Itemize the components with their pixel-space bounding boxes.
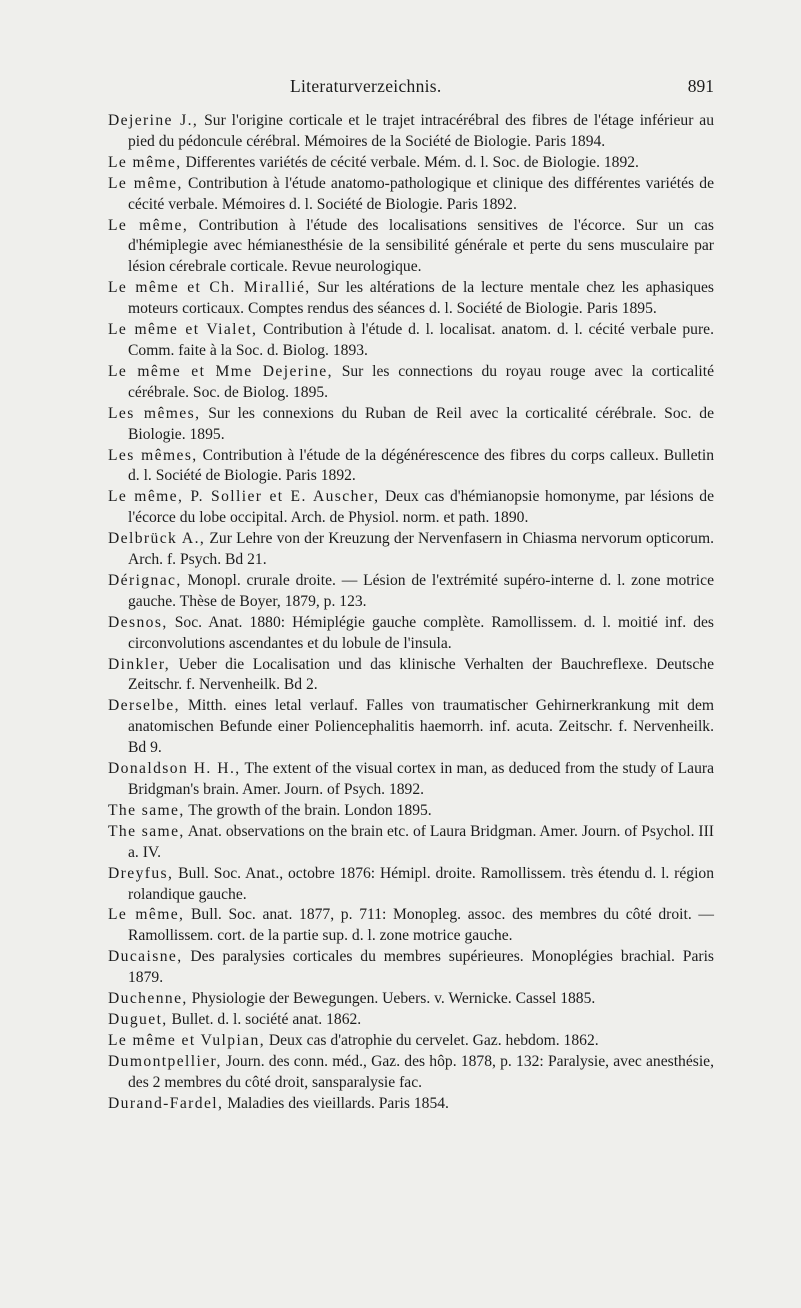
entry-author: Dejerine J.,: [108, 112, 199, 129]
entry-text: Zur Lehre von der Kreuzung der Nervenfasern in Chiasma nervorum opticorum. Arch. f. Psych. Bd 21.: [128, 530, 714, 569]
bibliography-entry: [108, 655, 714, 697]
entry-text: Sur l'origine corticale et le trajet intracérébral des fibres de l'étage inférieur au pied du pédoncule cérébral. Mémoires de la Société de Biologie. Paris 1894.: [128, 112, 714, 150]
entry-text: Sur les altérations de la lecture mentale chez les aphasiques moteurs corticaux. Comptes rendus des séances d. l. Société de Biologie. Paris 1895.: [128, 279, 714, 318]
bibliography-entry: [108, 487, 714, 529]
entry-text: Differentes variétés de cécité verbale. Mém. d. l. Soc. de Biologie. 1892.: [181, 153, 639, 171]
entry-author: Le même, P. Sollier et E. Auscher,: [108, 488, 380, 506]
entry-text: Mitth. eines letal verlauf. Falles von traumatischer Gehirnerkrankung mit dem anatomischen Befunde einer Poliencephalitis haemorrh. inf. acuta. Zeitschr. f. Nervenheilk. Bd 9.: [128, 697, 714, 757]
bibliography-entry: [108, 174, 714, 216]
entry-text: Bull. Soc. anat. 1877, p. 711: Monopleg. assoc. des membres du côté droit. — Ramollissem. cort. de la partie sup. d. l. zone motrice gauche.: [128, 906, 714, 945]
entry-text: Anat. observations on the brain etc. of Laura Bridgman. Amer. Journ. of Psychol. III a. IV.: [128, 822, 714, 861]
entry-text: The growth of the brain. London 1895.: [184, 801, 432, 819]
entry-author: Duchenne,: [108, 990, 188, 1008]
bibliography-entry: [108, 216, 714, 279]
entry-text: Contribution à l'étude des localisations sensitives de l'écorce. Sur un cas d'hémiplegie avec hémianesthésie de la sensibilité générale et perte du sens musculaire par lésion cérebrale corticale. Revue neurologique.: [128, 216, 714, 276]
entry-author: Dérignac,: [108, 571, 182, 589]
entry-author: The same,: [108, 801, 185, 819]
bibliography-entry: [108, 759, 714, 801]
page-number: 891: [687, 76, 714, 96]
bibliography-entry: [108, 404, 714, 446]
page-title: Literaturverzeichnis.: [290, 76, 442, 96]
entry-author: Les mêmes,: [108, 404, 201, 422]
entry-author: Le même,: [108, 906, 185, 924]
entry-text: Contribution à l'étude anatomo-pathologique et clinique des différentes variétés de cécité verbale. Mémoires d. l. Société de Biologie. Paris 1892.: [128, 174, 714, 213]
bibliography-entry: [108, 529, 714, 571]
entry-text: Journ. des conn. méd., Gaz. des hôp. 1878, p. 132: Paralysie, avec anesthésie, des 2 membres du côté droit, sansparalysie fac.: [128, 1052, 714, 1091]
entry-text: Sur les connections du royau rouge avec la corticalité cérébrale. Soc. de Biolog. 1895.: [128, 362, 714, 401]
entry-text: Bull. Soc. Anat., octobre 1876: Hémipl. droite. Ramollissem. très étendu d. l. région rolandique gauche.: [128, 864, 714, 903]
entry-author: Derselbe,: [108, 697, 180, 715]
bibliography-entry: [108, 153, 714, 174]
entry-author: Durand-Fardel,: [108, 1094, 224, 1112]
bibliography-entry: [108, 905, 714, 947]
entry-author: Le même et Ch. Mirallié,: [108, 279, 311, 297]
entry-author: Le même,: [108, 174, 183, 192]
bibliography-entry: [108, 696, 714, 759]
bibliography-entry: [108, 822, 714, 864]
entry-author: Delbrück A.,: [108, 530, 206, 548]
entry-author: Dinkler,: [108, 655, 171, 673]
entry-text: Ueber die Localisation und das klinische Verhalten der Bauchreflexe. Deutsche Zeitschr. f. Nervenheilk. Bd 2.: [128, 655, 714, 694]
entry-text: The extent of the visual cortex in man, as deduced from the study of Laura Bridgman's brain. Amer. Journ. of Psych. 1892.: [128, 760, 714, 798]
entry-author: Donaldson H. H.,: [108, 760, 241, 778]
bibliography-entry: [108, 947, 714, 989]
bibliography-entry: [108, 320, 714, 362]
bibliography-entry: [108, 1094, 714, 1115]
bibliography-entry: [108, 362, 714, 404]
bibliography-list: [108, 111, 714, 1115]
bibliography-entry: [108, 1031, 714, 1052]
bibliography-entry: [108, 864, 714, 906]
entry-text: Monopl. crurale droite. — Lésion de l'extrémité supéro-interne d. l. zone motrice gauche. Thèse de Boyer, 1879, p. 123.: [128, 571, 714, 610]
entry-author: Le même,: [108, 216, 189, 234]
bibliography-entry: [108, 801, 714, 822]
bibliography-entry: [108, 446, 714, 488]
bibliography-entry: [108, 1010, 714, 1031]
entry-author: Ducaisne,: [108, 948, 183, 966]
running-header: [0, 76, 801, 102]
entry-author: The same,: [108, 822, 185, 840]
entry-text: Deux cas d'hémianopsie homonyme, par lésions de l'écorce du lobe occipital. Arch. de Physiol. norm. et path. 1890.: [128, 488, 714, 527]
entry-text: Soc. Anat. 1880: Hémiplégie gauche complète. Ramollissem. d. l. moitié inf. des circonvolutions ascendantes et du lobule de l'insula.: [128, 613, 714, 652]
entry-text: Maladies des vieillards. Paris 1854.: [223, 1094, 449, 1112]
entry-author: Le même et Mme Dejerine,: [108, 362, 333, 380]
entry-author: Desnos,: [108, 613, 168, 631]
bibliography-entry: [108, 613, 714, 655]
entry-author: Le même et Vialet,: [108, 321, 258, 339]
entry-text: Contribution à l'étude d. l. localisat. anatom. d. l. cécité verbale pure. Comm. faite à la Soc. d. Biolog. 1893.: [128, 321, 714, 359]
entry-text: Physiologie der Bewegungen. Uebers. v. Wernicke. Cassel 1885.: [187, 990, 596, 1008]
entry-author: Les mêmes,: [108, 446, 198, 464]
entry-text: Des paralysies corticales du membres supérieures. Monoplégies brachial. Paris 1879.: [128, 948, 714, 987]
entry-text: Bullet. d. l. société anat. 1862.: [167, 1010, 362, 1028]
entry-author: Dreyfus,: [108, 864, 174, 882]
entry-author: Dumontpellier,: [108, 1052, 222, 1070]
entry-author: Le même et Vulpian,: [108, 1031, 266, 1049]
entry-text: Deux cas d'atrophie du cervelet. Gaz. hebdom. 1862.: [265, 1031, 599, 1049]
bibliography-entry: [108, 571, 714, 613]
entry-author: Le même,: [108, 153, 182, 171]
entry-text: Contribution à l'étude de la dégénérescence des fibres du corps calleux. Bulletin d. l. Société de Biologie. Paris 1892.: [128, 446, 715, 485]
bibliography-entry: [108, 111, 714, 153]
bibliography-entry: [108, 989, 714, 1010]
entry-author: Duguet,: [108, 1010, 168, 1028]
bibliography-entry: [108, 1052, 714, 1094]
entry-text: Sur les connexions du Ruban de Reil avec la corticalité cérébrale. Soc. de Biologie. 1895.: [128, 404, 714, 443]
bibliography-entry: [108, 278, 714, 320]
